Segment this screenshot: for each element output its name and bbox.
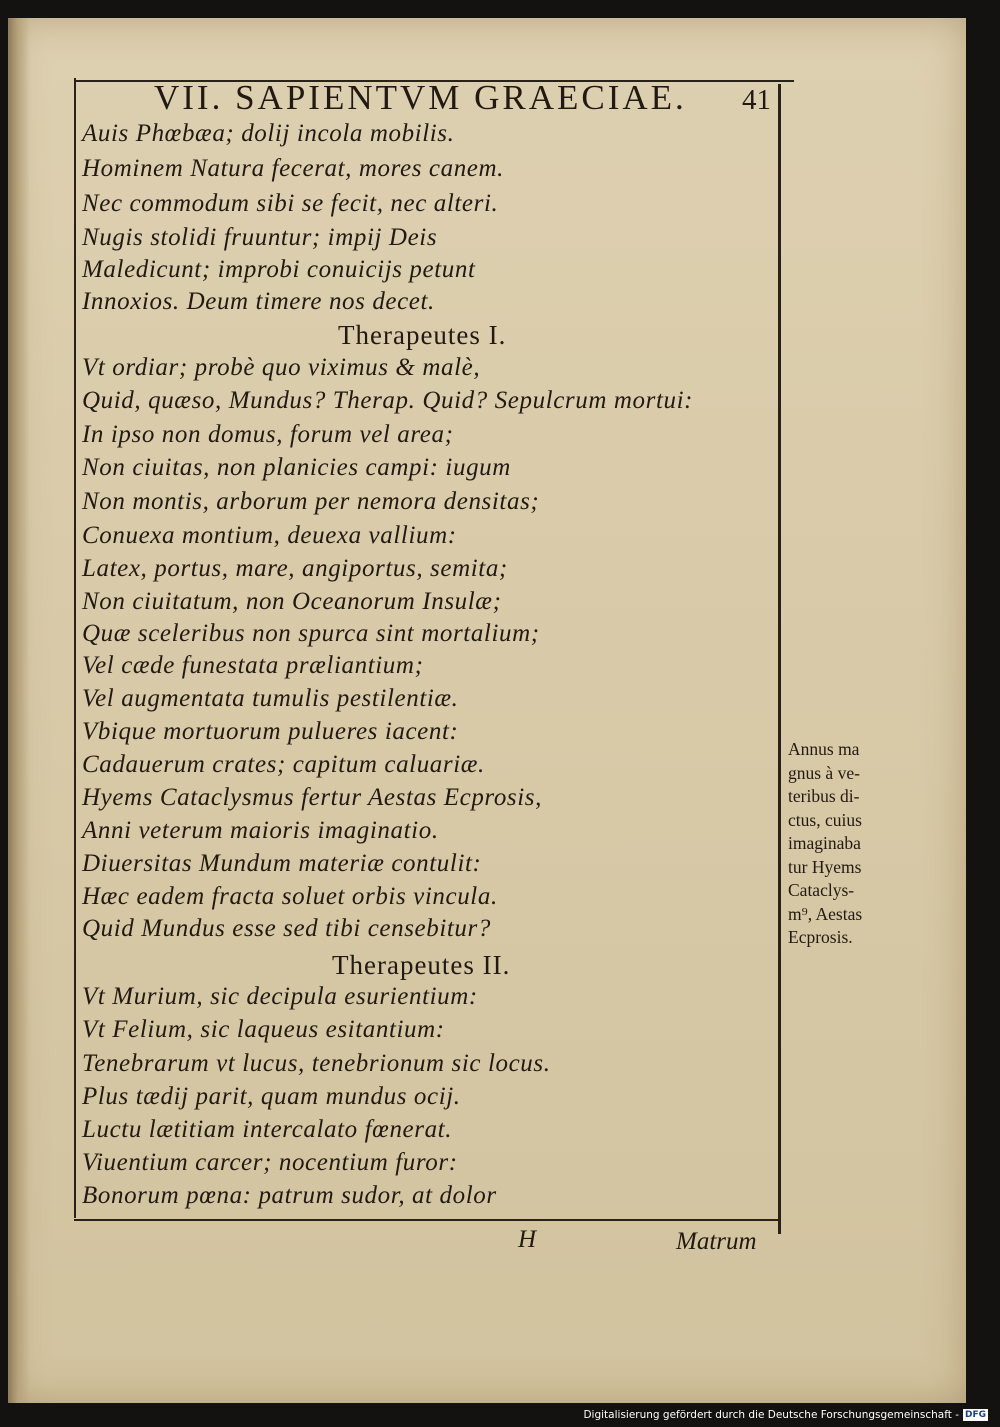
digitization-credit: [583, 1409, 988, 1421]
text-line: Conuexa montium, deuexa vallium:: [82, 522, 457, 549]
text-line: Anni veterum maioris imaginatio.: [82, 817, 439, 844]
text-line: Quæ sceleribus non spurca sint mortalium;: [82, 620, 540, 647]
page-spine-shadow: [8, 18, 30, 1403]
margin-note-line: ctus, cuius: [788, 809, 862, 830]
text-line: Innoxios. Deum timere nos decet.: [82, 288, 435, 315]
margin-note-line: Ecprosis.: [788, 927, 853, 947]
dfg-logo-icon: DFG: [964, 1410, 986, 1420]
margin-note-line: teribus di-: [788, 786, 860, 806]
text-line: Quid, quæso, Mundus? Therap. Quid? Sepulcrum mortui:: [82, 387, 694, 414]
text-line: Nugis stolidi fruuntur; impij Deis: [82, 224, 438, 251]
text-line: Bonorum pœna: patrum sudor, at dolor: [82, 1182, 497, 1209]
credit-text: Digitalisierung gefördert durch die Deutsche Forschungsgemeinschaft -: [583, 1409, 959, 1421]
margin-note-line: tur Hyems: [788, 856, 862, 877]
signature-mark: H: [518, 1226, 537, 1253]
text-line: Vbique mortuorum pulueres iacent:: [82, 718, 459, 745]
text-line: Vt ordiar; probè quo viximus & malè,: [82, 354, 481, 381]
text-line: Nec commodum sibi se fecit, nec alteri.: [82, 190, 499, 217]
text-line: Latex, portus, mare, angiportus, semita;: [82, 555, 508, 582]
text-line: Quid Mundus esse sed tibi censebitur?: [82, 915, 491, 942]
text-line: Non ciuitas, non planicies campi: iugum: [82, 454, 511, 481]
text-line: Hæc eadem fracta soluet orbis vincula.: [82, 883, 498, 910]
text-line: Vt Felium, sic laqueus esitantium:: [82, 1016, 445, 1043]
text-line: Vel augmentata tumulis pestilentiæ.: [82, 685, 459, 712]
frame-left-rule: [74, 78, 76, 1218]
text-line: Non montis, arborum per nemora densitas;: [82, 488, 540, 515]
text-line: Diuersitas Mundum materiæ contulit:: [82, 850, 482, 877]
text-line: Luctu lætitiam intercalato fœnerat.: [82, 1116, 453, 1143]
text-line: Hyems Cataclysmus fertur Aestas Ecprosis,: [82, 784, 542, 811]
text-line: Auis Phœbæa; dolij incola mobilis.: [82, 120, 455, 147]
margin-note-line: Cataclys-: [788, 880, 855, 900]
text-line: Non ciuitatum, non Oceanorum Insulæ;: [82, 588, 502, 615]
text-line: Maledicunt; improbi conuicijs petunt: [82, 256, 476, 283]
text-line: Hominem Natura fecerat, mores canem.: [82, 155, 504, 182]
running-title: VII. SAPIENTVM GRAECIAE.: [154, 78, 687, 117]
section-heading-1: Therapeutes I.: [338, 320, 507, 350]
margin-note-line: m⁹, Aestas: [788, 903, 863, 924]
footer-rule: [74, 1219, 780, 1221]
page-number: 41: [742, 84, 771, 116]
margin-note: [788, 738, 913, 950]
margin-note-line: gnus à ve-: [788, 762, 860, 783]
catchword: Matrum: [676, 1228, 757, 1255]
text-line: Vel cæde funestata præliantium;: [82, 652, 424, 679]
text-line: In ipso non domus, forum vel area;: [82, 421, 454, 448]
text-line: Vt Murium, sic decipula esurientium:: [82, 983, 478, 1010]
section-heading-2: Therapeutes II.: [332, 950, 511, 980]
margin-note-line: Annus ma: [788, 739, 860, 759]
text-line: Cadauerum crates; capitum caluariæ.: [82, 751, 485, 778]
text-line: Tenebrarum vt lucus, tenebrionum sic locus.: [82, 1050, 551, 1077]
text-line: Plus tædij parit, quam mundus ocij.: [82, 1083, 461, 1110]
frame-right-rule: [778, 84, 781, 1234]
margin-note-line: imaginaba: [788, 833, 861, 853]
text-line: Viuentium carcer; nocentium furor:: [82, 1149, 458, 1176]
